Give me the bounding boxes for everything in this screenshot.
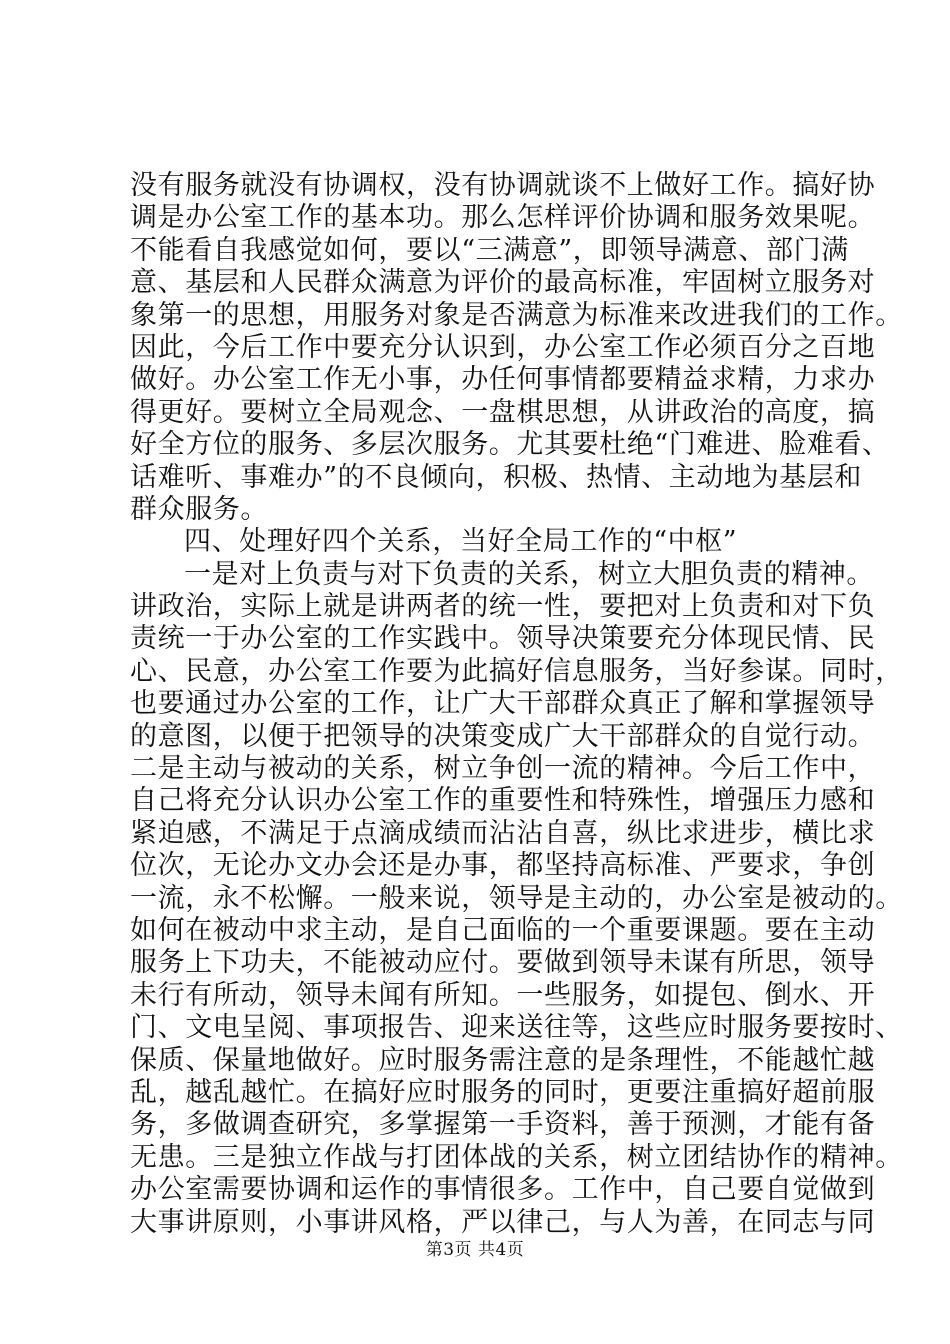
body-text [130, 170, 903, 1239]
section-heading: 四、处理好四个关系，当好全局工作的“中枢” [184, 526, 738, 558]
text-line: 未行有所动，领导未闻有所知。一些服务，如提包、倒水、开 [130, 979, 876, 1011]
text-line: 责统一于办公室的工作实践中。领导决策要充分体现民情、民 [130, 623, 876, 655]
text-line: 大事讲原则，小事讲风格，严以律己，与人为善，在同志与同 [130, 1206, 876, 1238]
text-line: 群众服务。 [130, 493, 268, 525]
text-line: 自己将充分认识办公室工作的重要性和特殊性，增强压力感和 [130, 785, 876, 817]
text-line: 意、基层和人民群众满意为评价的最高标准，牢固树立服务对 [130, 267, 876, 299]
text-line: 因此，今后工作中要充分认识到，办公室工作必须百分之百地 [130, 331, 876, 363]
text-line: 位次，无论办文办会还是办事，都坚持高标准、严要求，争创 [130, 850, 876, 882]
text-line: 一流，永不松懈。一般来说，领导是主动的，办公室是被动的。 [130, 882, 903, 914]
text-line: 紧迫感，不满足于点滴成绩而沾沾自喜，纵比求进步，横比求 [130, 817, 876, 849]
text-line: 也要通过办公室的工作，让广大干部群众真正了解和掌握领导 [130, 688, 876, 720]
text-line: 服务上下功夫，不能被动应付。要做到领导未谋有所思，领导 [130, 947, 876, 979]
text-line: 乱，越乱越忙。在搞好应时服务的同时，更要注重搞好超前服 [130, 1076, 876, 1108]
text-line: 门、文电呈阅、事项报告、迎来送往等，这些应时服务要按时、 [130, 1012, 903, 1044]
text-line: 调是办公室工作的基本功。那么怎样评价协调和服务效果呢。 [130, 202, 876, 234]
text-line: 做好。办公室工作无小事，办任何事情都要精益求精，力求办 [130, 364, 876, 396]
text-line: 象第一的思想，用服务对象是否满意为标准来改进我们的工作。 [130, 299, 903, 331]
text-line: 讲政治，实际上就是讲两者的统一性，要把对上负责和对下负 [130, 591, 876, 623]
text-line: 没有服务就没有协调权，没有协调就谈不上做好工作。搞好协 [130, 170, 876, 201]
text-line: 心、民意，办公室工作要为此搞好信息服务，当好参谋。同时， [130, 655, 903, 687]
text-line: 办公室需要协调和运作的事情很多。工作中，自己要自觉做到 [130, 1174, 876, 1206]
text-line: 如何在被动中求主动，是自己面临的一个重要课题。要在主动 [130, 914, 876, 946]
text-line: 话难听、事难办”的不良倾向，积极、热情、主动地为基层和 [130, 461, 863, 493]
text-line: 保质、保量地做好。应时服务需注意的是条理性，不能越忙越 [130, 1044, 876, 1076]
text-line: 好全方位的服务、多层次服务。尤其要杜绝“门难进、脸难看、 [130, 429, 890, 461]
text-line: 二是主动与被动的关系，树立争创一流的精神。今后工作中， [130, 753, 876, 785]
text-line: 得更好。要树立全局观念、一盘棋思想，从讲政治的高度，搞 [130, 396, 876, 428]
page-footer: 第3页 共4页 [425, 1240, 525, 1260]
paragraph-start: 一是对上负责与对下负责的关系，树立大胆负责的精神。 [184, 558, 874, 590]
text-line: 无患。三是独立作战与打团体战的关系，树立团结协作的精神。 [130, 1141, 903, 1173]
text-line: 不能看自我感觉如何，要以“三满意”，即领导满意、部门满 [130, 234, 849, 266]
text-line: 务，多做调查研究，多掌握第一手资料，善于预测，才能有备 [130, 1109, 876, 1141]
text-line: 的意图，以便于把领导的决策变成广大干部群众的自觉行动。 [130, 720, 876, 752]
